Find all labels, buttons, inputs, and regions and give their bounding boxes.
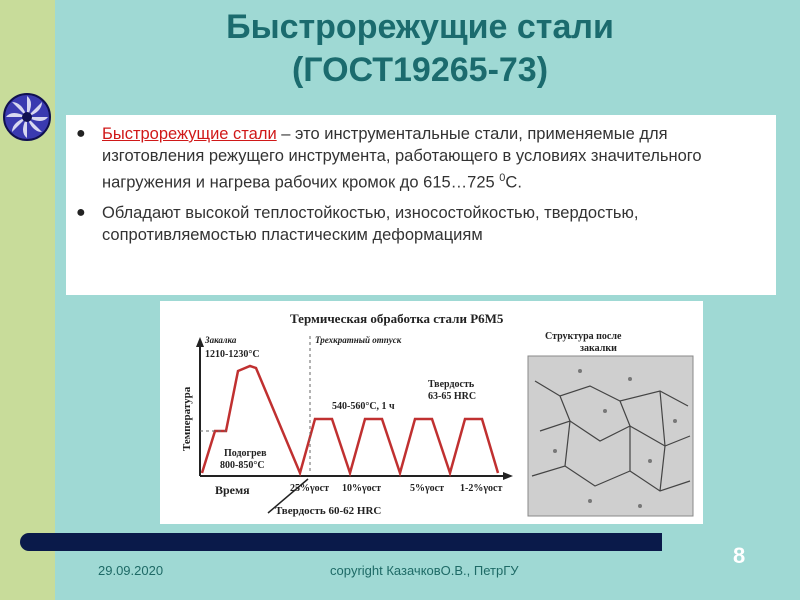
austenite-label-1: 25%γост: [290, 483, 330, 494]
content-box: [66, 115, 776, 295]
quench-temp: 1210-1230°C: [205, 349, 260, 360]
x-axis-arrow-icon: [503, 472, 513, 480]
title-line-1: Быстрорежущие стали: [226, 8, 614, 46]
austenite-label-3: 5%γост: [410, 483, 445, 494]
triple-temper-label: Трехкратный отпуск: [315, 335, 402, 345]
x-axis-label: Время: [215, 483, 250, 497]
left-decor-strip: [0, 0, 55, 600]
figure-title: Термическая обработка стали Р6М5: [290, 311, 504, 326]
definition-unit: С.: [505, 173, 522, 192]
preheat-temp: 800-850°C: [220, 460, 265, 471]
preheat-label: Подогрев: [224, 448, 267, 459]
degree-superscript: 0: [499, 172, 506, 184]
hardness-final-line2: 63-65 HRC: [428, 391, 477, 402]
y-axis-arrow-icon: [196, 337, 204, 347]
definition-text: – это инструментальные стали, применяемые для изготовления режущего инструмента, работающего в условиях значительного нагружения и нагрева рабочих кромок до 615…725: [102, 125, 702, 192]
bullet-dot-icon: ●: [76, 125, 86, 142]
footer-date: 29.09.2020: [98, 563, 164, 578]
structure-caption-line2: закалки: [580, 343, 617, 354]
properties-text: Обладают высокой теплостойкостью, износостойкостью, твердостью, сопротивляемостью пластическим деформациям: [102, 203, 639, 244]
austenite-label-2: 10%γост: [342, 483, 382, 494]
austenite-label-4: 1-2%γост: [460, 483, 503, 494]
heat-treatment-diagram: [160, 301, 703, 524]
quench-label: Закалка: [205, 335, 237, 345]
hardness-final-line1: Твердость: [428, 379, 475, 390]
hardness-after-quench: Твердость 60-62 HRC: [275, 505, 382, 517]
footer-bar: [20, 533, 662, 551]
y-axis-label: Температура: [181, 386, 193, 451]
title-line-2: (ГОСТ19265-73): [291, 51, 549, 89]
temper-temp: 540-560°C, 1 ч: [332, 401, 395, 412]
heat-treatment-figure: [160, 301, 703, 524]
bullet-dot-icon: ●: [76, 203, 86, 221]
bullet-item-definition: [76, 123, 766, 194]
bullet-item-properties: [76, 202, 766, 246]
term-link[interactable]: Быстрорежущие стали: [102, 125, 277, 143]
structure-caption-line1: Структура после: [545, 331, 622, 342]
page-number: 8: [733, 543, 746, 568]
bullet-list: [66, 115, 776, 246]
logo-wheel-icon: [2, 92, 52, 142]
slide-title: [100, 6, 740, 92]
footer-copyright: copyright КазачковО.В., ПетрГУ: [330, 563, 519, 578]
